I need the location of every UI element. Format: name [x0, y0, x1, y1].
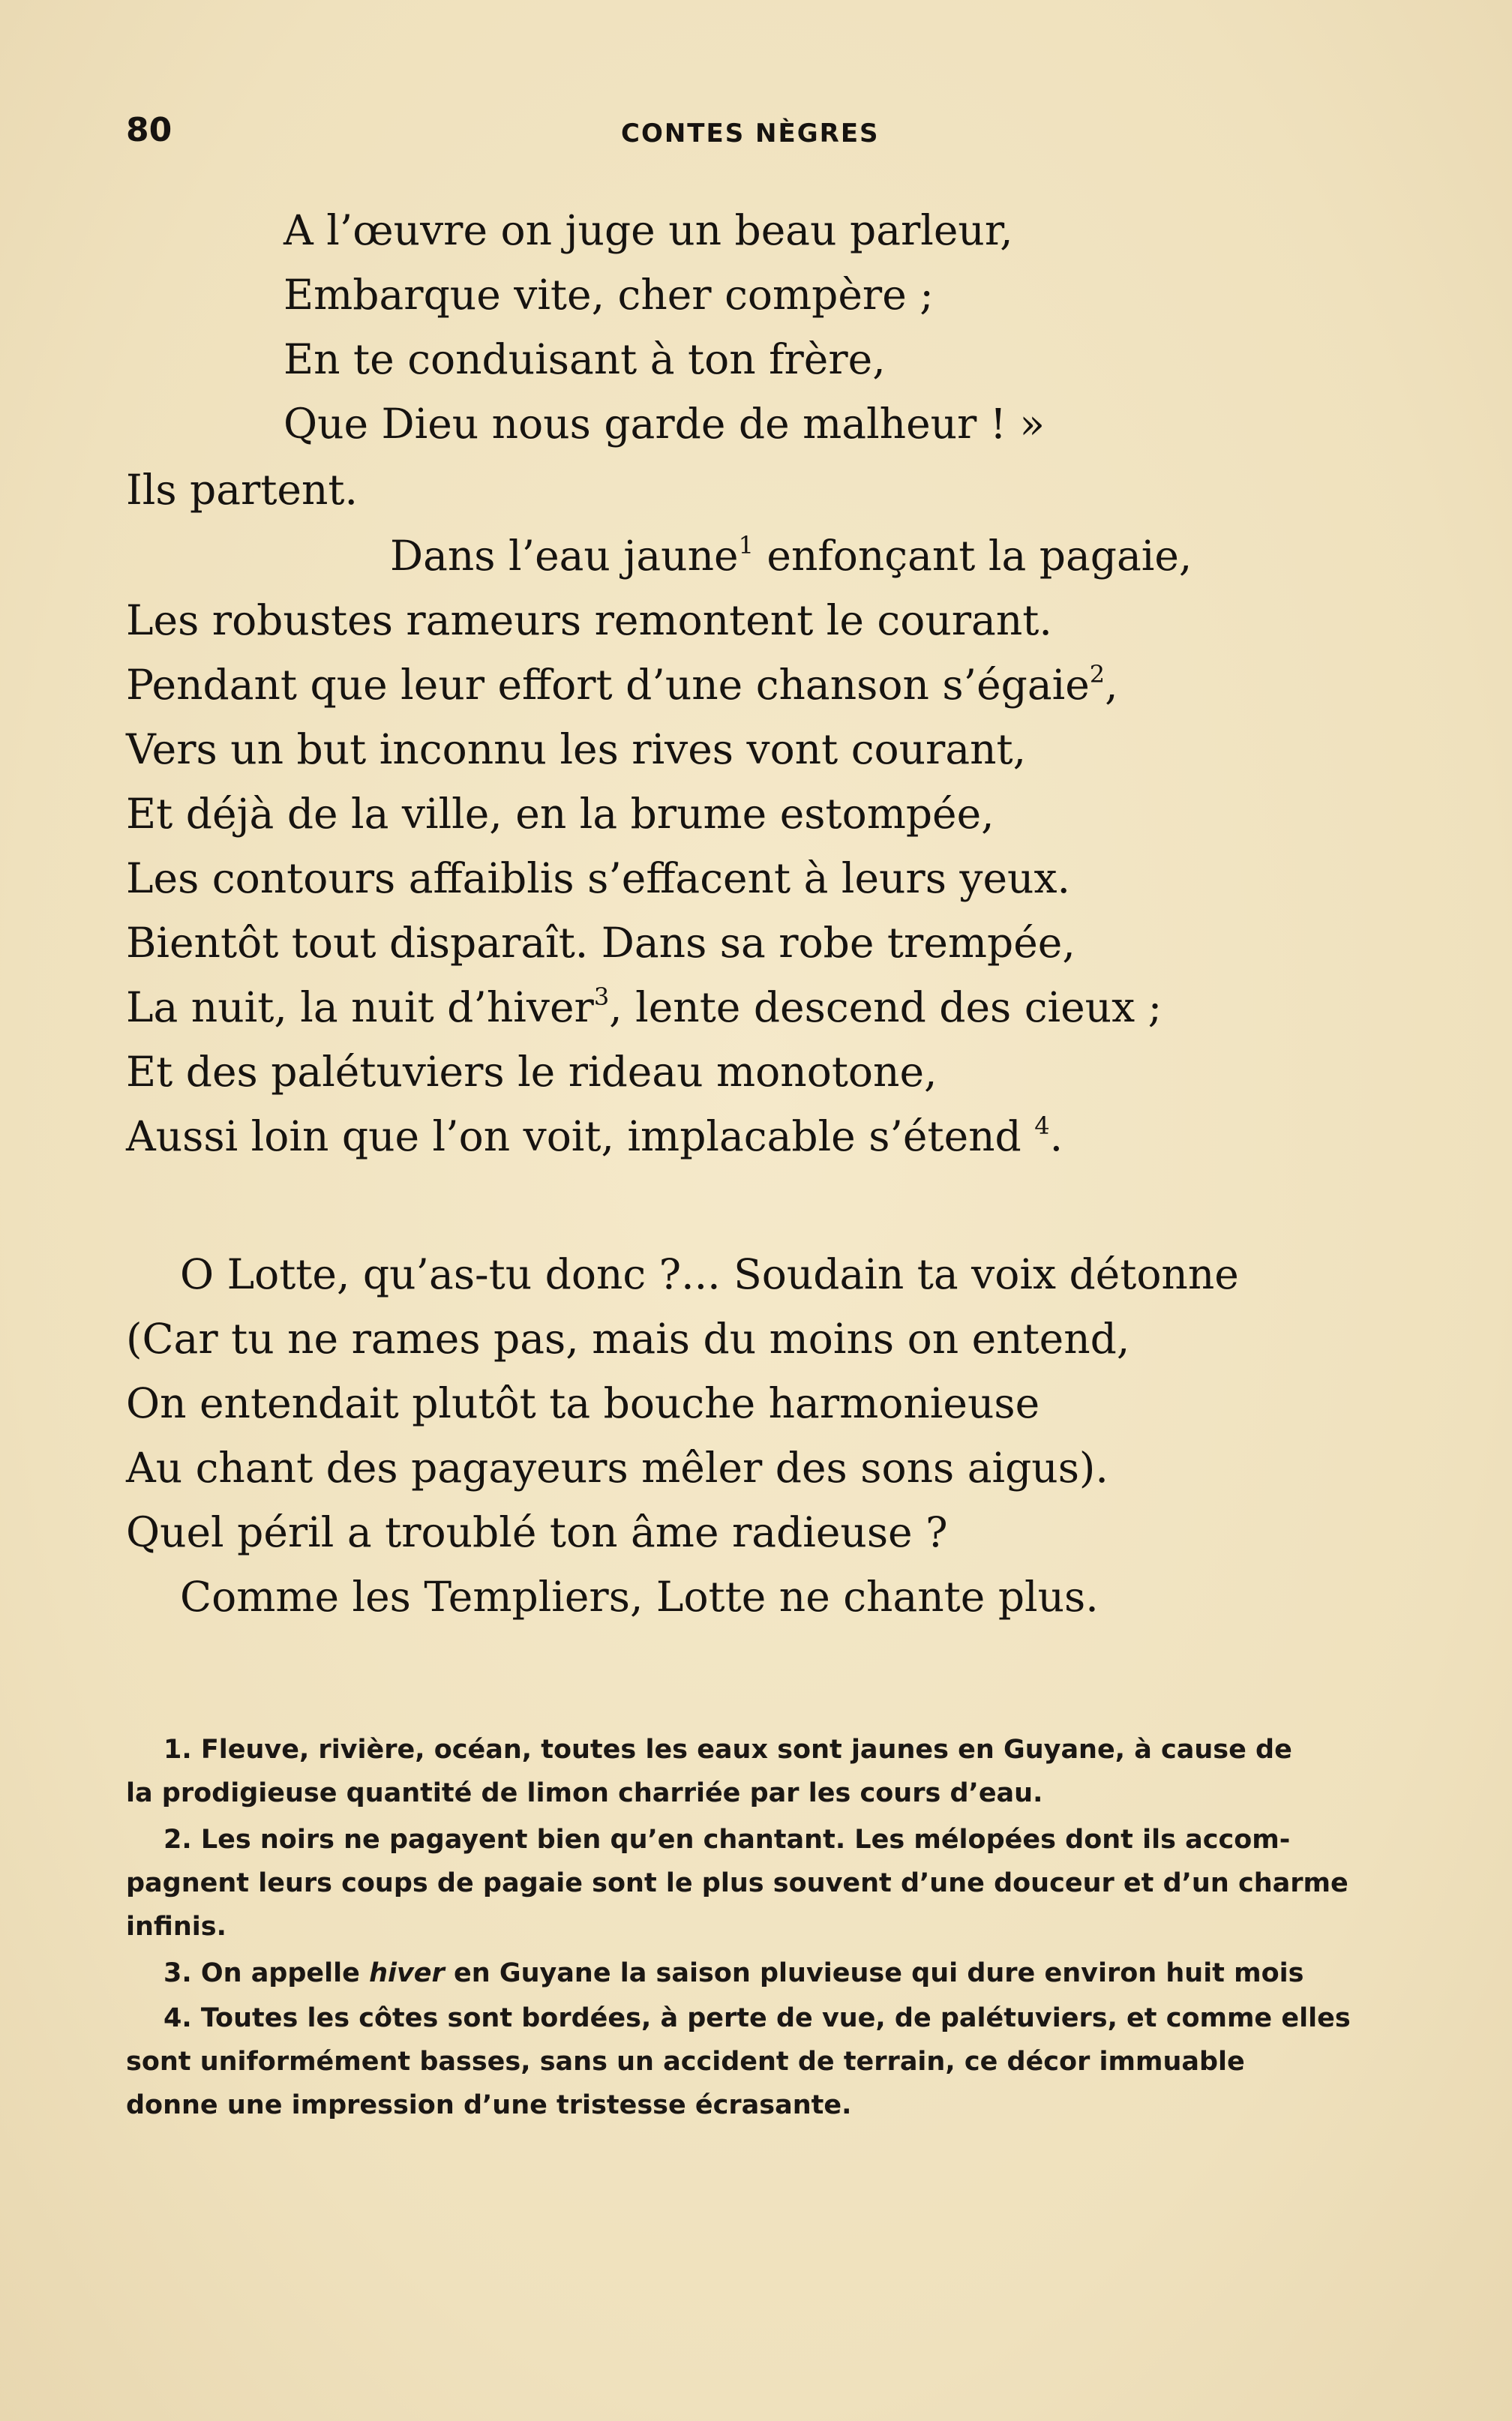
- running-title: CONTES NÈGRES: [621, 118, 880, 148]
- poem-text: La nuit, la nuit d’hiver: [126, 983, 594, 1031]
- poem-line: Comme les Templiers, Lotte ne chante plus.: [180, 1573, 1099, 1621]
- poem-line: Embarque vite, cher compère ;: [284, 271, 934, 319]
- footnote-4: 4. Toutes les côtes sont bordées, à perte de vue, de palétuviers, et comme elles: [164, 2003, 1351, 2033]
- poem-line: On entendait plutôt ta bouche harmonieuse: [126, 1379, 1040, 1427]
- footnote-2-cont: infinis.: [126, 1912, 226, 1942]
- poem-line: [126, 1110, 1063, 1162]
- poem-text: Aussi loin que l’on voit, implacable s’étend: [126, 1112, 1035, 1160]
- poem-text: ,: [1105, 661, 1118, 709]
- footnote-emphasis: hiver: [369, 1958, 445, 1988]
- page-number: 80: [126, 111, 172, 149]
- poem-line: [390, 530, 1192, 582]
- poem-line: O Lotte, qu’as-tu donc ?... Soudain ta voix détonne: [180, 1250, 1239, 1298]
- poem-line: Vers un but inconnu les rives vont courant,: [126, 725, 1027, 773]
- poem-line: Et des palétuviers le rideau monotone,: [126, 1048, 938, 1096]
- footnote-marker: 1: [738, 531, 754, 560]
- poem-line: Les robustes rameurs remontent le courant.: [126, 596, 1052, 644]
- footnote-marker: 3: [593, 982, 610, 1011]
- poem-line: [126, 981, 1162, 1034]
- poem-line: Bientôt tout disparaît. Dans sa robe trempée,: [126, 919, 1076, 967]
- poem-text: .: [1049, 1112, 1064, 1160]
- poem-line: Au chant des pagayeurs mêler des sons aigus).: [126, 1444, 1108, 1492]
- poem-text: enfonçant la pagaie,: [753, 532, 1192, 580]
- page-header: [126, 111, 1401, 164]
- footnote-1: 1. Fleuve, rivière, océan, toutes les eaux sont jaunes en Guyane, à cause de: [164, 1735, 1292, 1765]
- poem-text: Pendant que leur effort d’une chanson s’égaie: [126, 661, 1090, 709]
- footnote-4-cont: sont uniformément basses, sans un accident de terrain, ce décor immuable: [126, 2047, 1245, 2077]
- footnote-1-cont: la prodigieuse quantité de limon charriée par les cours d’eau.: [126, 1778, 1043, 1808]
- narration-line: Ils partent.: [126, 466, 358, 514]
- footnote-3: [164, 1956, 1304, 1990]
- poem-line: [126, 658, 1118, 711]
- poem-line: Quel péril a troublé ton âme radieuse ?: [126, 1508, 948, 1556]
- footnote-2: 2. Les noirs ne pagayent bien qu’en chantant. Les mélopées dont ils accom-: [164, 1825, 1291, 1855]
- poem-line: En te conduisant à ton frère,: [284, 335, 886, 383]
- poem-line: Et déjà de la ville, en la brume estompée,: [126, 790, 994, 838]
- footnote-marker: 2: [1089, 660, 1106, 688]
- footnote-text: 3. On appelle: [164, 1958, 370, 1988]
- footnote-4-cont: donne une impression d’une tristesse écrasante.: [126, 2090, 852, 2120]
- poem-line: Les contours affaiblis s’effacent à leurs yeux.: [126, 854, 1070, 902]
- poem-line: (Car tu ne rames pas, mais du moins on entend,: [126, 1315, 1130, 1363]
- poem-text: Dans l’eau jaune: [390, 532, 739, 580]
- poem-line: A l’œuvre on juge un beau parleur,: [284, 206, 1013, 254]
- footnote-2-cont: pagnent leurs coups de pagaie sont le plus souvent d’une douceur et d’un charme: [126, 1868, 1348, 1898]
- footnote-text: en Guyane la saison pluvieuse qui dure environ huit mois: [444, 1958, 1304, 1988]
- poem-text: , lente descend des cieux ;: [609, 983, 1162, 1031]
- footnote-marker: 4: [1034, 1112, 1050, 1140]
- poem-line: Que Dieu nous garde de malheur ! »: [284, 400, 1046, 448]
